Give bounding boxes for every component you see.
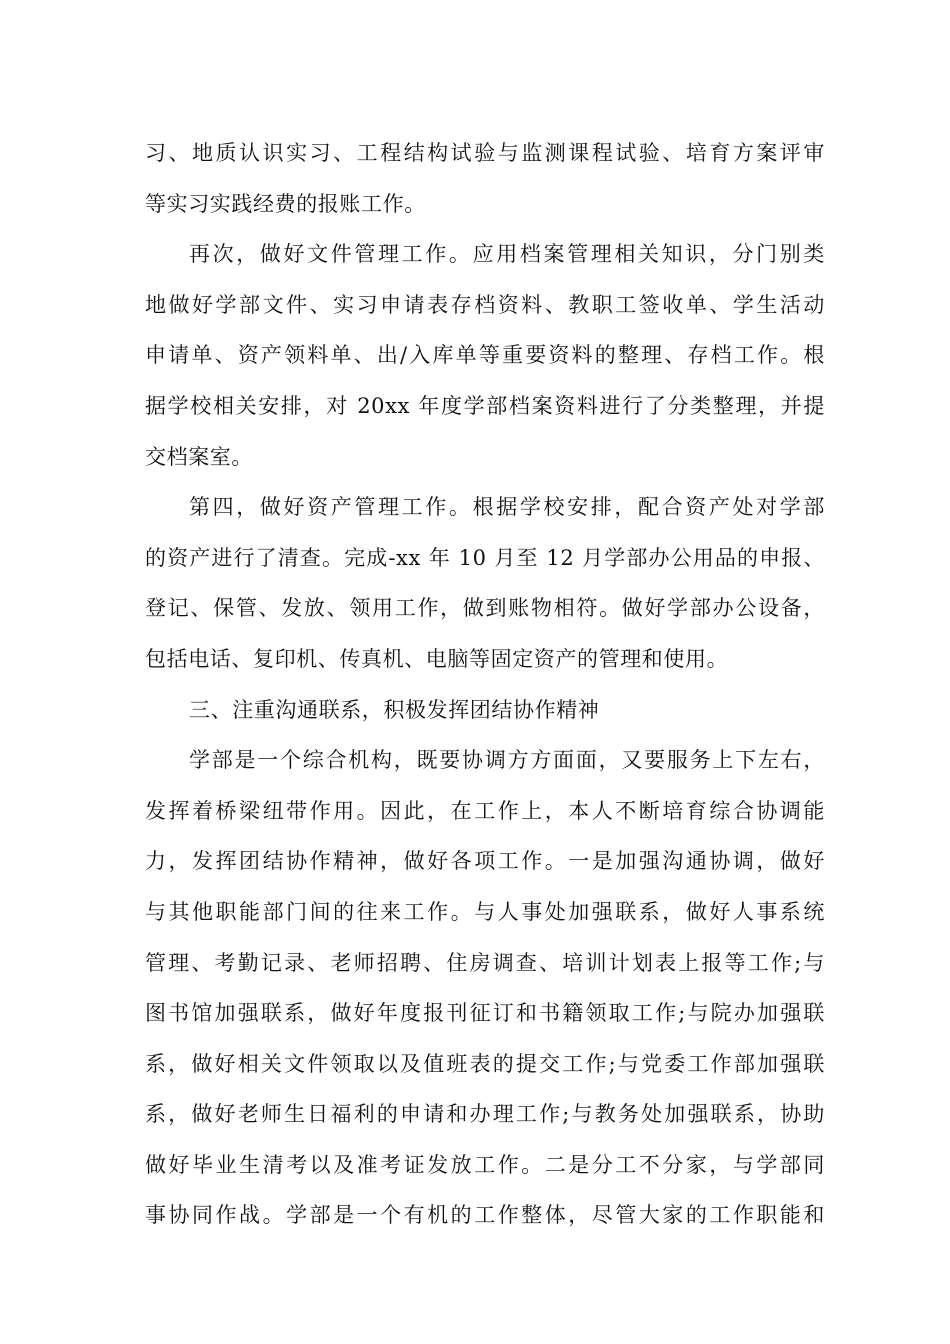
text-line: 图书馆加强联系，做好年度报刊征订和书籍领取工作;与院办加强联 [145,1001,825,1026]
text-line: 包括电话、复印机、传真机、电脑等固定资产的管理和使用。 [145,646,729,671]
text-line: 做好毕业生清考以及准考证发放工作。二是分工不分家，与学部同 [145,1152,825,1177]
text-line: 事协同作战。学部是一个有机的工作整体，尽管大家的工作职能和 [145,1203,825,1228]
text-line: 据学校相关安排，对 20xx 年度学部档案资料进行了分类整理，并提 [145,393,825,418]
text-line: 系，做好老师生日福利的申请和办理工作;与教务处加强联系，协助 [145,1102,825,1127]
text-line: 登记、保管、发放、领用工作，做到账物相符。做好学部办公设备， [145,596,825,621]
text-line: 地做好学部文件、实习申请表存档资料、教职工签收单、学生活动 [145,292,825,317]
section-heading: 三、注重沟通联系，积极发挥团结协作精神 [189,697,600,722]
paragraph-first-line: 学部是一个综合机构，既要协调方方面面，又要服务上下左右， [189,748,825,773]
text-line: 申请单、资产领料单、出/入库单等重要资料的整理、存档工作。根 [145,343,825,368]
text-line: 交档案室。 [145,444,253,469]
text-line: 的资产进行了清查。完成-xx 年 10 月至 12 月学部办公用品的申报、 [145,545,825,570]
text-line: 管理、考勤记录、老师招聘、住房调查、培训计划表上报等工作;与 [145,950,825,975]
text-line: 系，做好相关文件领取以及值班表的提交工作;与党委工作部加强联 [145,1051,825,1076]
text-line: 习、地质认识实习、工程结构试验与监测课程试验、培育方案评审 [145,141,825,165]
paragraph-first-line: 第四，做好资产管理工作。根据学校安排，配合资产处对学部 [189,495,825,520]
text-line: 等实习实践经费的报账工作。 [145,191,426,216]
body-text [145,128,825,1241]
text-line: 与其他职能部门间的往来工作。与人事处加强联系，做好人事系统 [145,899,825,924]
text-line: 发挥着桥梁纽带作用。因此，在工作上，本人不断培育综合协调能 [145,798,825,823]
text-line: 力，发挥团结协作精神，做好各项工作。一是加强沟通协调，做好 [145,849,825,874]
paragraph-first-line: 再次，做好文件管理工作。应用档案管理相关知识，分门别类 [189,242,825,267]
